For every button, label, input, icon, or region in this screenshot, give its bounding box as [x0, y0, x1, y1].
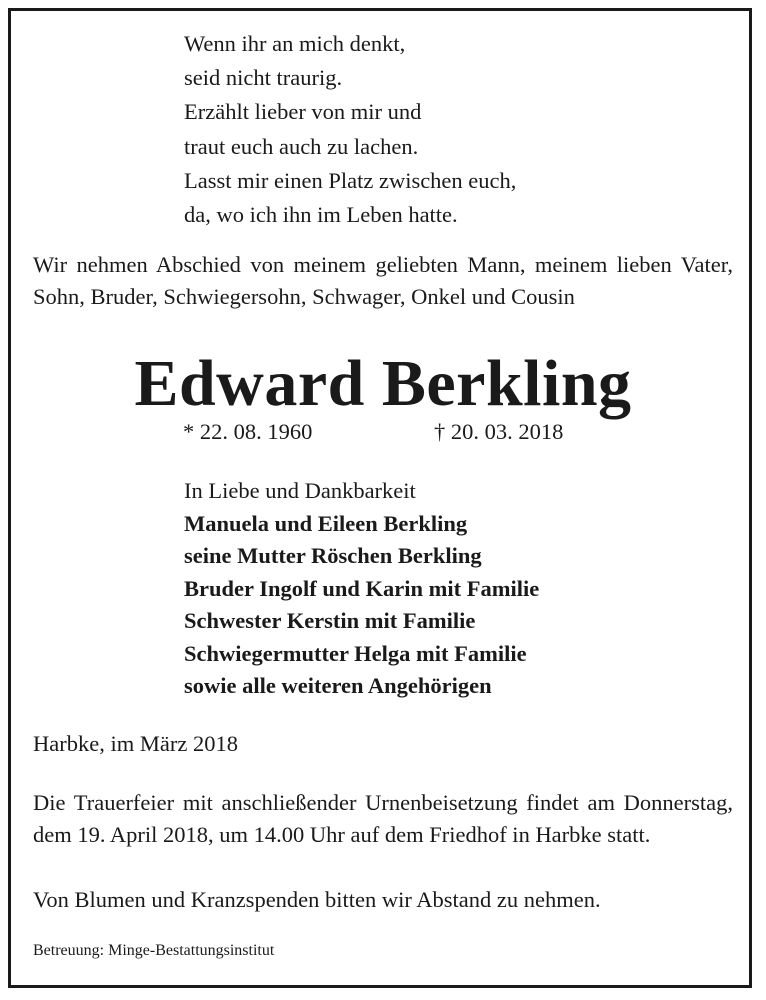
- mourners-list: [184, 475, 539, 703]
- mourner-entry: Schwiegermutter Helga mit Familie: [184, 640, 527, 666]
- poem: [184, 27, 516, 232]
- death-date: † 20. 03. 2018: [434, 419, 564, 444]
- poem-line: traut euch auch zu lachen.: [184, 133, 419, 159]
- flowers-notice: Von Blumen und Kranzspenden bitten wir Abstand zu nehmen.: [33, 887, 601, 912]
- mourner-entry: Manuela und Eileen Berkling: [184, 510, 468, 536]
- poem-line: Erzählt lieber von mir und: [184, 99, 422, 125]
- mourner-entry: seine Mutter Röschen Berkling: [184, 543, 482, 568]
- farewell-intro: Wir nehmen Abschied von meinem geliebten Mann, meinem lieben Vater, Sohn, Bruder, Schwiegersohn, Schwager, Onkel und Cousin: [33, 252, 733, 309]
- mourner-entry: sowie alle weiteren Angehörigen: [184, 673, 492, 698]
- place-date: Harbke, im März 2018: [33, 731, 238, 756]
- birth-date: * 22. 08. 1960: [183, 419, 313, 444]
- mourners-lead: In Liebe und Dankbarkeit: [184, 478, 416, 503]
- mourner-entry: Schwester Kerstin mit Familie: [184, 608, 476, 633]
- deceased-name: Edward Berkling: [134, 347, 632, 420]
- poem-line: da, wo ich ihn im Leben hatte.: [184, 202, 458, 228]
- funeral-home-credit: Betreuung: Minge-Bestattungsinstitut: [33, 942, 275, 959]
- poem-line: Wenn ihr an mich denkt,: [184, 31, 406, 56]
- poem-line: seid nicht traurig.: [184, 65, 343, 91]
- mourner-entry: Bruder Ingolf und Karin mit Familie: [184, 575, 540, 601]
- funeral-notice: Die Trauerfeier mit anschließender Urnenbeisetzung findet am Donnerstag, dem 19. April 2018, um 14.00 Uhr auf dem Friedhof in Harbke statt.: [33, 790, 733, 847]
- poem-line: Lasst mir einen Platz zwischen euch,: [184, 167, 517, 193]
